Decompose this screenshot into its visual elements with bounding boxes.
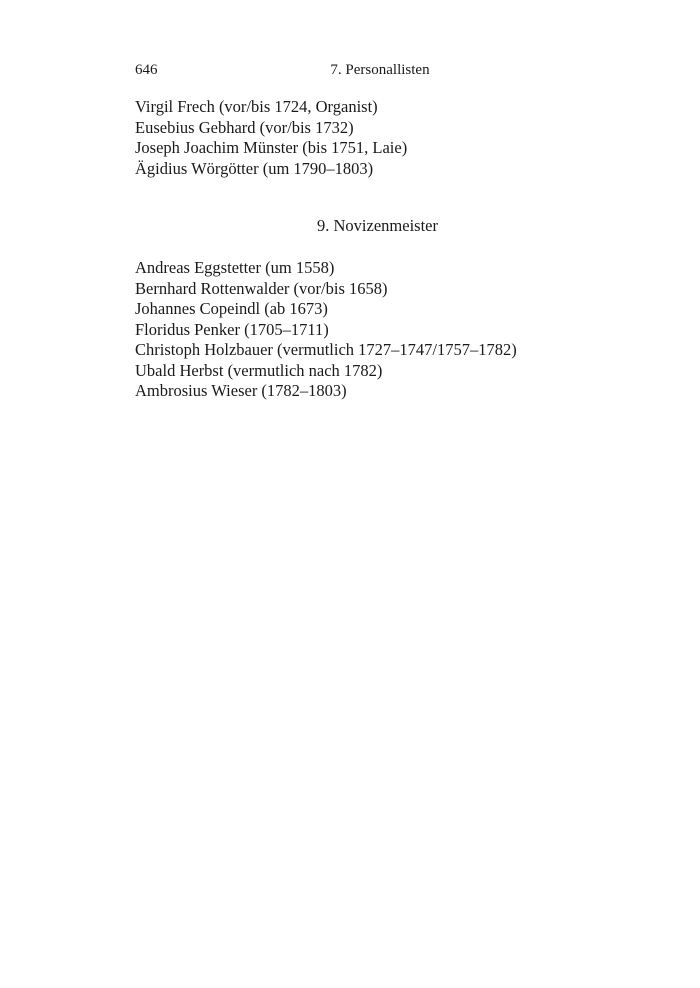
list-item: Joseph Joachim Münster (bis 1751, Laie) — [135, 138, 408, 157]
running-head: 7. Personallisten — [330, 62, 430, 78]
list-item: Ägidius Wörgötter (um 1790–1803) — [135, 158, 374, 178]
list-item: Andreas Eggstetter (um 1558) — [135, 258, 335, 277]
list-item: Johannes Copeindl (ab 1673) — [135, 299, 328, 318]
list-item: Virgil Frech (vor/bis 1724, Organist) — [135, 97, 378, 116]
page-number: 646 — [135, 62, 158, 78]
list-item: Bernhard Rottenwalder (vor/bis 1658) — [135, 278, 388, 298]
list-item: Christoph Holzbauer (vermutlich 1727–1747/1757–1782) — [135, 340, 517, 359]
novizenmeister-list — [135, 258, 517, 402]
section-heading: 9. Novizenmeister — [317, 216, 438, 235]
list-item: Ubald Herbst (vermutlich nach 1782) — [135, 360, 383, 380]
continued-person-list — [135, 97, 407, 179]
list-item: Ambrosius Wieser (1782–1803) — [135, 381, 347, 400]
list-item: Floridus Penker (1705–1711) — [135, 319, 329, 339]
list-item: Eusebius Gebhard (vor/bis 1732) — [135, 117, 354, 137]
